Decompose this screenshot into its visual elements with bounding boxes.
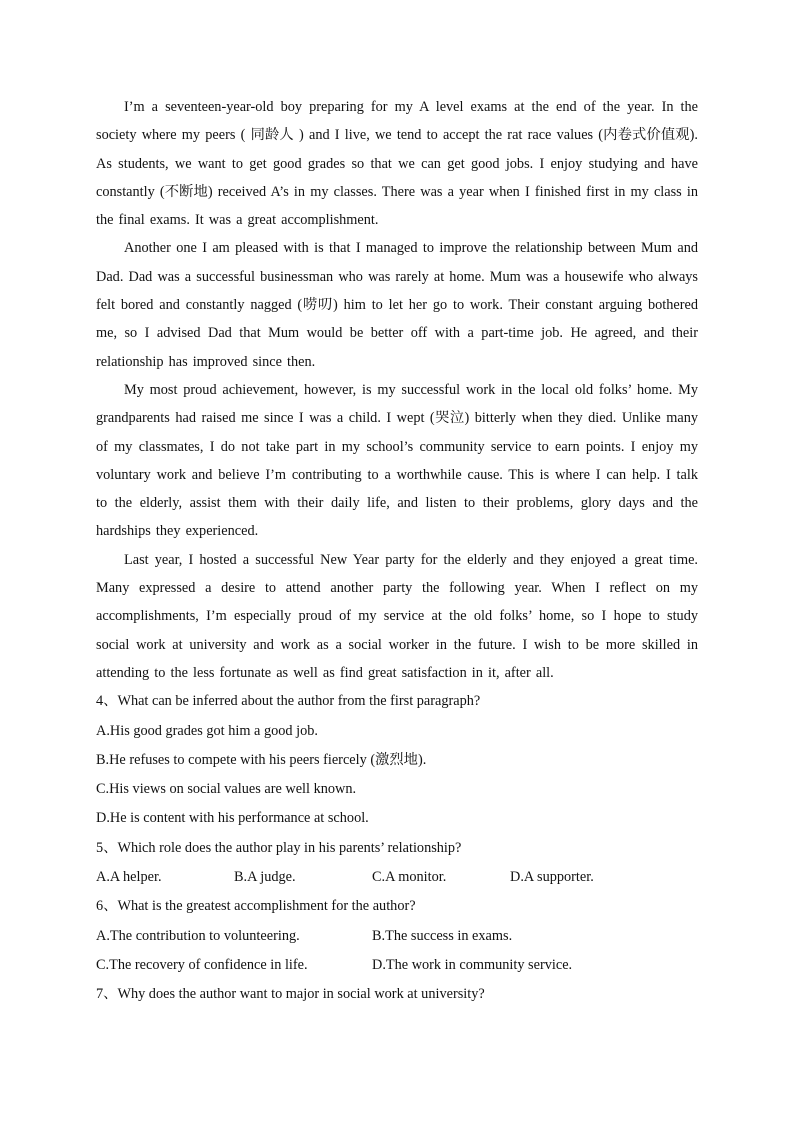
question-4 [96,687,698,833]
question-5-option-c: C.A monitor. [372,869,447,886]
question-4-option-d: D.He is content with his performance at school. [96,810,369,827]
question-4-option-c: C.His views on social values are well known. [96,781,357,798]
question-5-option-a: A.A helper. [96,869,162,886]
question-4-option-a: A.His good grades got him a good job. [96,722,318,739]
question-6 [96,892,698,980]
question-6-option-c: C.The recovery of confidence in life. [96,956,308,973]
question-6-option-d: D.The work in community service. [372,956,573,973]
question-5-options [96,863,698,892]
question-4-option-b: B.He refuses to compete with his peers fiercely (激烈地). [96,751,427,768]
question-5 [96,834,698,892]
document-page [96,93,698,1009]
question-4-stem: 4、What can be inferred about the author from the first paragraph? [96,693,481,710]
question-5-stem: 5、Which role does the author play in his parents’ relationship? [96,839,462,856]
passage-paragraph-4: Last year, I hosted a successful New Year party for the elderly and they enjoyed a great time. Many expressed a desire to attend another party the following year. When I reflect on my accomplishments, I’m especially proud of my service at the old folks’ home, so I hope to study social work at university and work as a social worker in the future. I wish to be more skilled in attending to the less fortunate as well as find great satisfaction in it, after all. [96,551,698,681]
question-6-options-row-2 [96,951,698,980]
passage-paragraph-1: I’m a seventeen-year-old boy preparing for my A level exams at the end of the year. In the society where my peers ( 同龄人 ) and I live, we tend to accept the rat race values (内卷式价值观). As students, we want to get good grades so that we can get good jobs. I enjoy studying and have constantly (不断地) received A’s in my classes. There was a year when I finished first in my class in the final exams. It was a great accomplishment. [96,99,698,229]
question-6-stem: 6、What is the greatest accomplishment for the author? [96,898,416,915]
question-7 [96,980,698,1009]
question-7-stem: 7、Why does the author want to major in social work at university? [96,985,485,1002]
question-6-option-a: A.The contribution to volunteering. [96,927,300,944]
question-6-options-row-1 [96,922,698,951]
question-6-option-b: B.The success in exams. [372,927,513,944]
question-5-option-b: B.A judge. [234,869,296,886]
question-5-option-d: D.A supporter. [510,869,594,886]
passage-paragraph-2: Another one I am pleased with is that I managed to improve the relationship between Mum and Dad. Dad was a successful businessman who was rarely at home. Mum was a housewife who always felt bored and constantly nagged (唠叨) him to let her go to work. Their constant arguing bothered me, so I advised Dad that Mum would be better off with a part-time job. He agreed, and their relationship has improved since then. [96,240,698,370]
passage-paragraph-3: My most proud achievement, however, is my successful work in the local old folks’ home. My grandparents had raised me since I was a child. I wept (哭泣) bitterly when they died. Unlike many of my classmates, I do not take part in my school’s community service to earn points. I enjoy my voluntary work and believe I’m contributing to a worthwhile cause. This is where I can help. I talk to the elderly, assist them with their daily life, and listen to their problems, glory days and the hardships they experienced. [96,381,698,540]
